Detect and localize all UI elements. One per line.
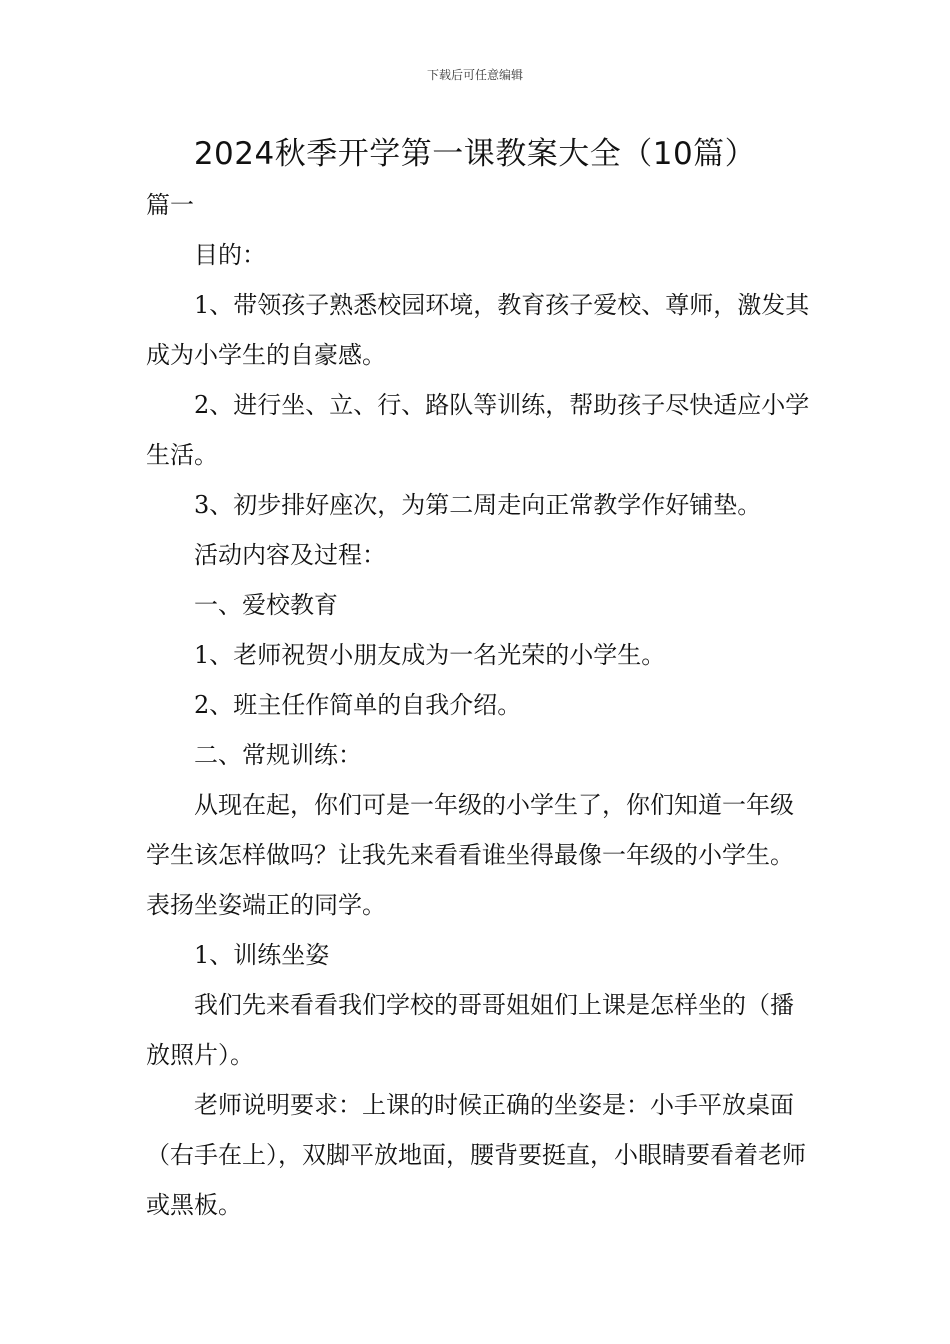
document-title: 2024秋季开学第一课教案大全（10篇） <box>193 136 757 172</box>
paragraph: 我们先来看看我们学校的哥哥姐姐们上课是怎样坐的（播放照片）。 <box>146 991 794 1069</box>
paragraph: 2、班主任作简单的自我介绍。 <box>194 691 522 719</box>
paragraph: 从现在起，你们可是一年级的小学生了，你们知道一年级学生该怎样做吗？让我先来看看谁坐得最像一年级的小学生。表扬坐姿端正的同学。 <box>146 791 794 919</box>
paragraph: 二、常规训练： <box>194 741 362 769</box>
paragraph: 活动内容及过程： <box>194 541 386 569</box>
header-note: 下载后可任意编辑 <box>426 68 523 82</box>
paragraph: 3、初步排好座次，为第二周走向正常教学作好铺垫。 <box>194 491 762 519</box>
paragraph: 1、带领孩子熟悉校园环境，教育孩子爱校、尊师，激发其成为小学生的自豪感。 <box>146 291 810 369</box>
section-heading: 篇一 <box>146 191 194 219</box>
paragraph: 1、训练坐姿 <box>194 941 330 969</box>
paragraph: 1、老师祝贺小朋友成为一名光荣的小学生。 <box>194 641 666 669</box>
paragraph: 一、爱校教育 <box>194 591 338 619</box>
paragraph: 目的： <box>194 241 266 269</box>
document-body <box>146 180 812 1230</box>
paragraph: 2、进行坐、立、行、路队等训练，帮助孩子尽快适应小学生活。 <box>146 391 810 469</box>
paragraph: 老师说明要求：上课的时候正确的坐姿是：小手平放桌面（右手在上），双脚平放地面，腰背要挺直，小眼睛要看着老师或黑板。 <box>146 1091 806 1219</box>
